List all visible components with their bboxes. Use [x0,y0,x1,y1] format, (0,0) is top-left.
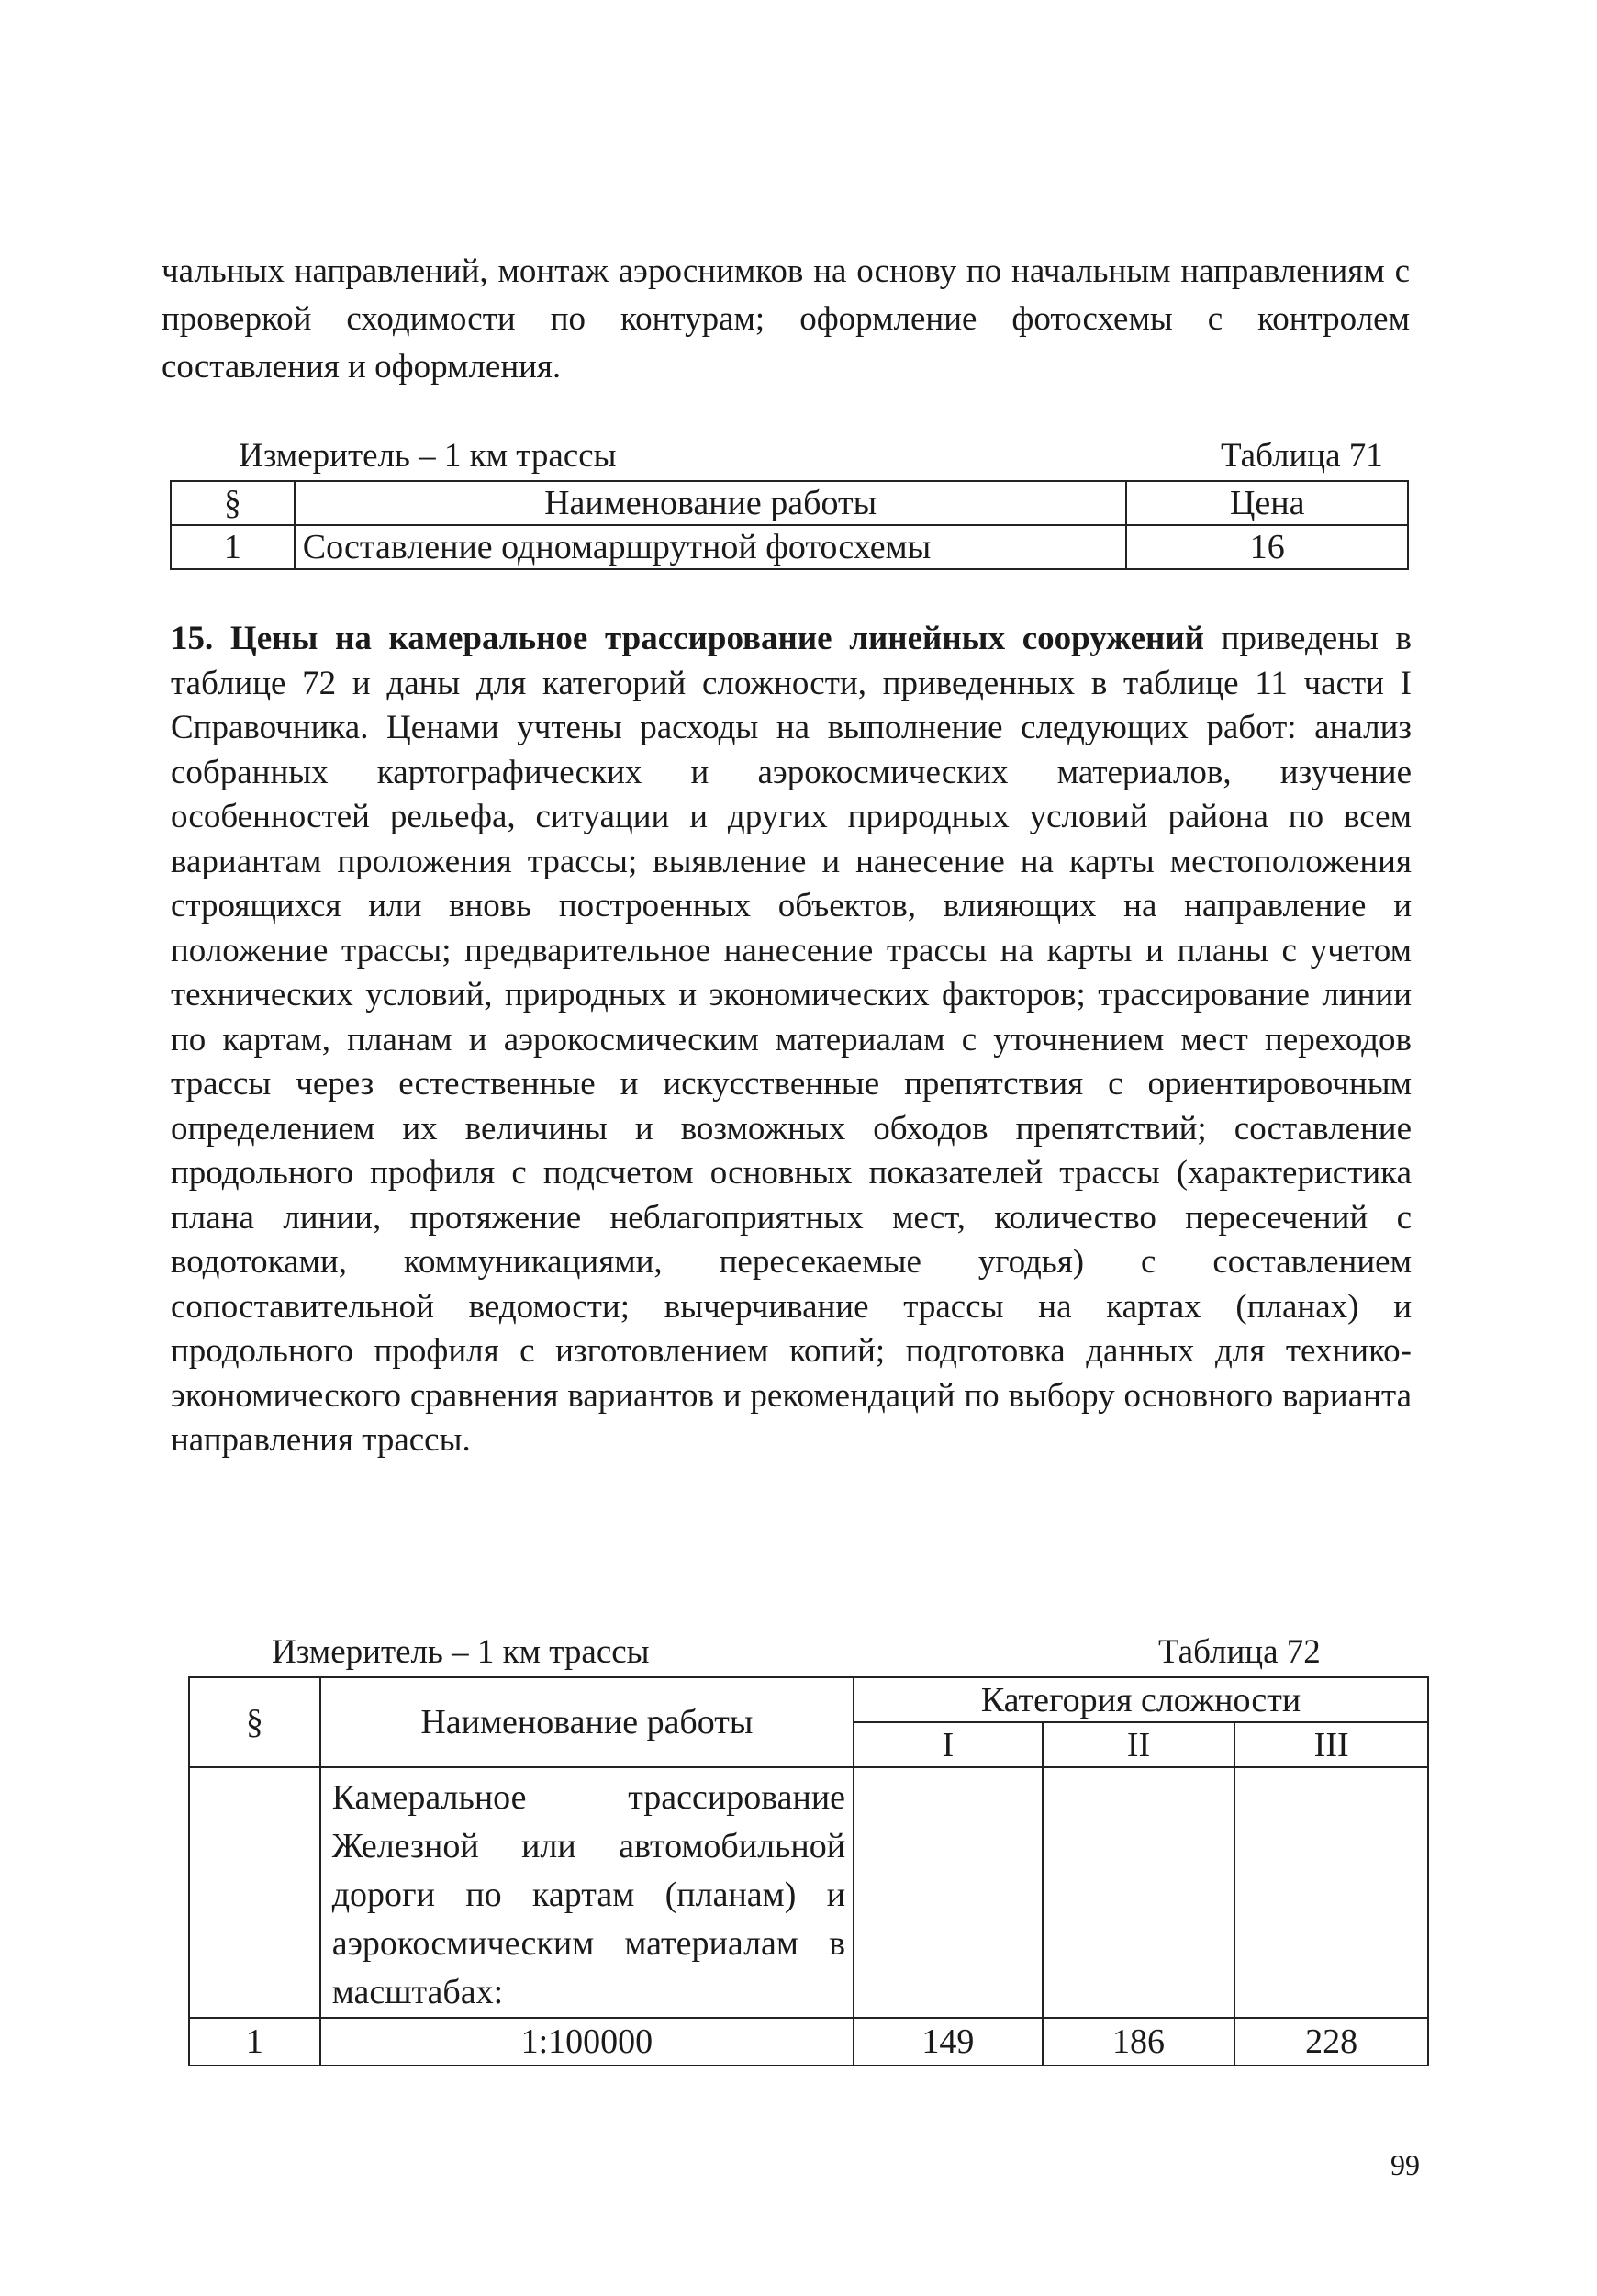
table71-row-name: Составление одномаршрутной фотосхемы [295,525,1127,569]
table72-header-cat2: II [1043,1722,1235,1767]
table71-header-num: § [171,481,295,525]
table72-row-name: 1:100000 [320,2018,854,2066]
page-number: 99 [1390,2148,1420,2181]
table71-row-num: 1 [171,525,295,569]
table72-header-category: Категория сложности [854,1677,1428,1722]
intro-paragraph: чальных направлений, монтаж аэроснимков на основу по начальным направлениям с проверкой сходимости по контурам; оформление фотосхемы с контролем составления и оформления. [162,252,1410,386]
section-15-body: приведены в таблице 72 и даны для категорий сложности, приведенных в таблице 11 части I Справочника. Ценами учтены расходы на выполнение следующих работ: анализ собранных картографических и аэрокосмических материалов, изучение особенностей рельефа, ситуации и других природных условий района по всем вариантам проложения трассы; выявление и нанесение на карты местоположения строящихся или вновь построенных объектов, влияющих на направление и положение трассы; предварительное нанесение трассы на карты и планы с учетом технических условий, природных и экономических факторов; трассирование линии по картам, планам и аэрокосмическим материалам с уточнением мест переходов трассы через естественные и искусственные препятствия с ориентировочным определением их величины и возможных обходов препятствий; составление продольного профиля с подсчетом основных показателей трассы (характеристика плана линии, протяжение неблагоприятных мест, количество пересечений с водотоками, коммуникациями, пересекаемые угодья) с составлением сопоставительной ведомости; вычерчивание трассы на картах (планах) и продольного профиля с изготовлением копий; подготовка данных для технико-экономического сравнения вариантов и рекомендаций по выбору основного варианта направления трассы. [171,620,1413,1459]
table71-label: Таблица 71 [1221,437,1383,475]
table72-header-row [189,1677,1428,1722]
table72-group-cell [1234,1767,1428,2018]
table72-group-desc: Камеральное трассирование Железной или автомобильной дороги по картам (планам) и аэрокосмическим материалам в масштабах: [320,1767,854,2018]
table71-header-name: Наименование работы [295,481,1127,525]
table-72 [188,1676,1429,2066]
table72-row-v1: 149 [854,2018,1043,2066]
table71-row-price: 16 [1126,525,1408,569]
table72-group-row [189,1767,1428,2018]
table72-label: Таблица 72 [1158,1633,1321,1671]
table-71 [170,480,1409,570]
table72-group-cell [1043,1767,1235,2018]
table71-measure: Измеритель – 1 км трассы [239,437,617,475]
table-row [189,2018,1428,2066]
table72-row-num: 1 [189,2018,320,2066]
table-row [171,525,1408,569]
section-15-paragraph [171,617,1412,1463]
table71-header-row [171,481,1408,525]
table72-header-cat3: III [1234,1722,1428,1767]
table72-row-v3: 228 [1234,2018,1428,2066]
table72-header-cat1: I [854,1722,1043,1767]
table72-header-num: § [189,1677,320,1767]
table71-header-price: Цена [1126,481,1408,525]
section-15-lead: 15. Цены на камеральное трассирование линейных сооружений [171,620,1204,657]
table72-measure: Измеритель – 1 км трассы [272,1633,650,1671]
table72-row-v2: 186 [1043,2018,1235,2066]
table72-header-name: Наименование работы [320,1677,854,1767]
table72-group-cell [854,1767,1043,2018]
table72-group-num [189,1767,320,2018]
